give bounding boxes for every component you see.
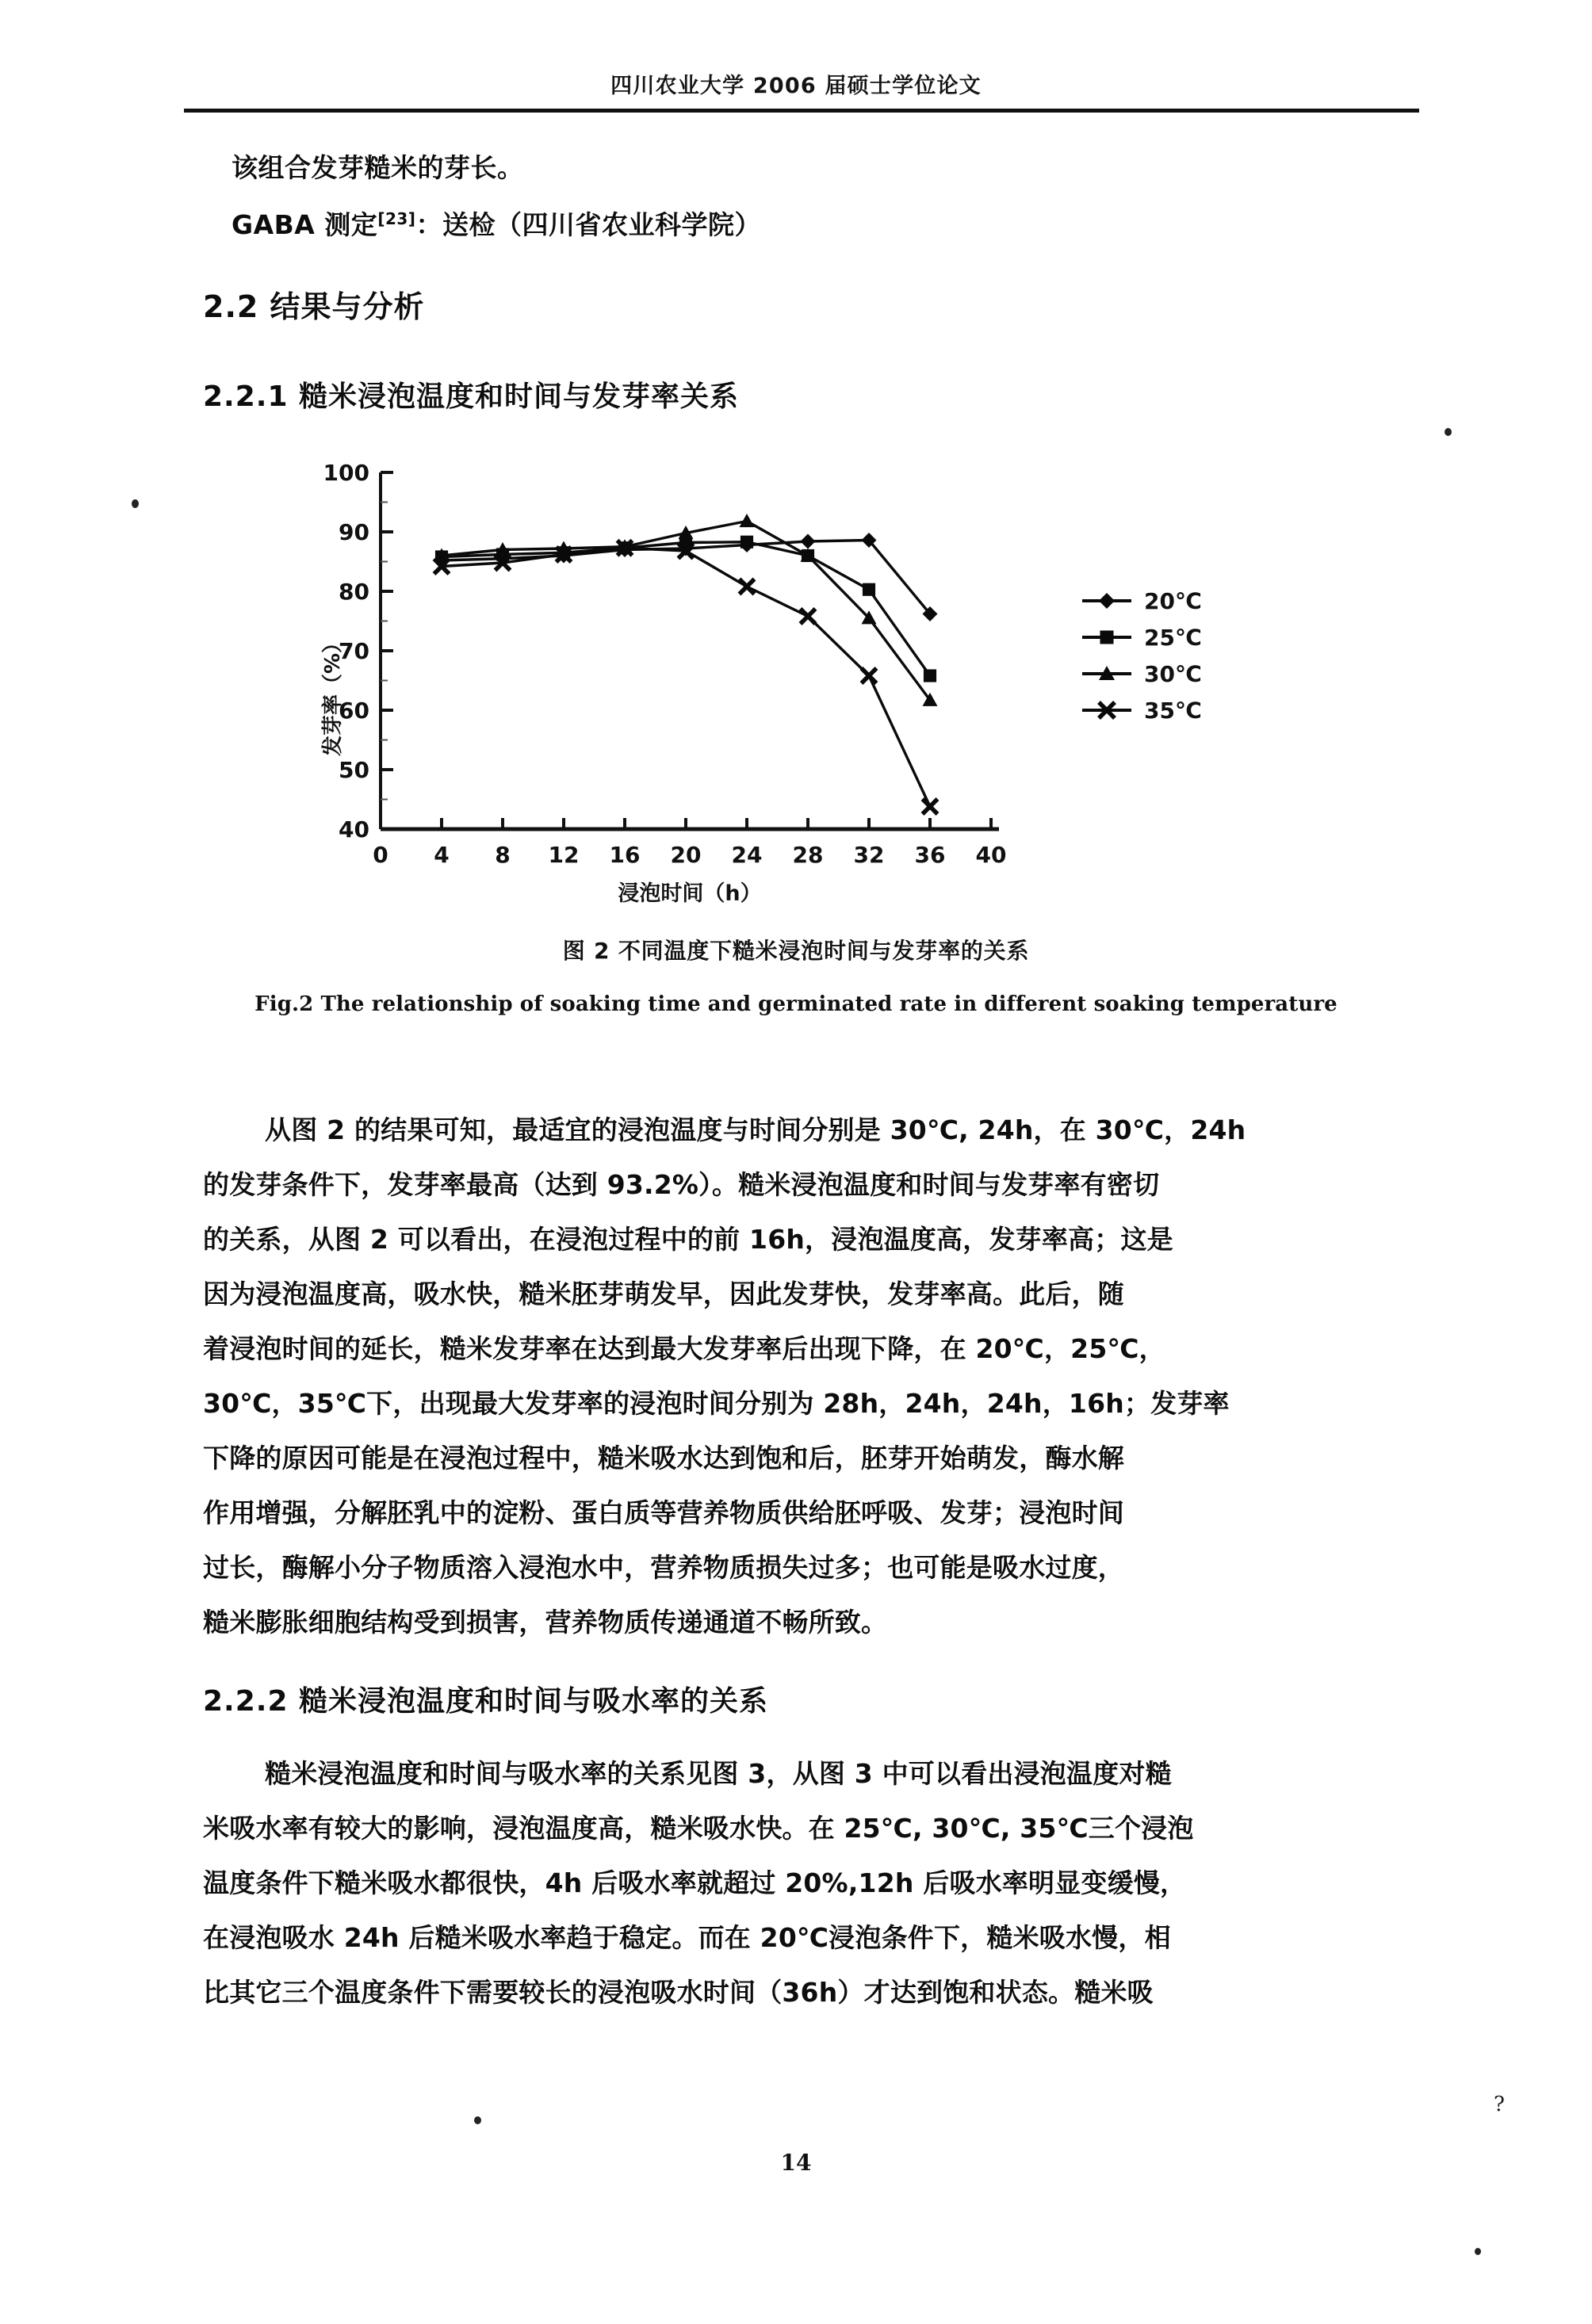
legend-label: 25℃ xyxy=(1144,625,1202,651)
body-paragraph-2-line: 糙米浸泡温度和时间与吸水率的关系见图 3，从图 3 中可以看出浸泡温度对糙 xyxy=(265,1758,1172,1789)
y-tick-label: 90 xyxy=(339,519,369,545)
y-tick-label: 100 xyxy=(323,460,369,486)
gaba-measurement-line xyxy=(232,204,761,242)
x-axis-tick-labels xyxy=(373,842,1006,868)
legend-item xyxy=(1082,588,1202,614)
body-paragraph-1-line: 因为浸泡温度高，吸水快，糙米胚芽萌发早，因此发芽快，发芽率高。此后，随 xyxy=(203,1279,1124,1309)
series-marker xyxy=(923,799,938,814)
running-header xyxy=(0,68,1592,99)
x-tick-label: 0 xyxy=(373,842,388,868)
scan-speck xyxy=(132,499,139,508)
body-paragraph-2-line: 比其它三个温度条件下需要较长的浸泡吸水时间（36h）才达到饱和状态。糙米吸 xyxy=(203,1977,1154,2008)
citation-marker: [23] xyxy=(377,209,416,228)
chart-legend xyxy=(1082,588,1202,724)
series-marker xyxy=(862,668,877,683)
x-tick-label: 8 xyxy=(495,842,511,868)
x-tick-label: 36 xyxy=(914,842,946,868)
y-tick-label: 50 xyxy=(339,757,369,783)
body-paragraph-1-line: 着浸泡时间的延长，糙米发芽率在达到最大发芽率后出现下降，在 20℃，25℃， xyxy=(203,1333,1165,1364)
body-paragraph-1-line: 作用增强，分解胚乳中的淀粉、蛋白质等营养物质供给胚呼吸、发芽；浸泡时间 xyxy=(203,1497,1124,1528)
page-number: 14 xyxy=(780,2150,812,2176)
figure-caption-english: Fig.2 The relationship of soaking time and germinated rate in different soaking temperature xyxy=(254,992,1338,1016)
scan-speck xyxy=(1445,428,1452,436)
series-marker xyxy=(924,669,936,682)
section-heading-2-2-1: 2.2.1 糙米浸泡温度和时间与发芽率关系 xyxy=(203,380,740,413)
body-paragraph-1-line: 的发芽条件下，发芽率最高（达到 93.2%）。糙米浸泡温度和时间与发芽率有密切 xyxy=(203,1169,1160,1200)
legend-item xyxy=(1082,698,1202,724)
figure-2-chart xyxy=(301,457,1427,906)
germination-rate-line-chart xyxy=(301,457,1427,906)
y-tick-label: 40 xyxy=(339,816,369,843)
body-paragraph-1-line: 30℃，35℃下，出现最大发芽率的浸泡时间分别为 28h，24h，24h，16h；发芽率 xyxy=(203,1388,1230,1419)
y-axis-ticks xyxy=(381,472,393,829)
legend-marker xyxy=(1100,631,1114,644)
x-tick-label: 24 xyxy=(731,842,763,868)
gaba-label: GABA 测定 xyxy=(232,209,378,240)
scan-speck xyxy=(1475,2248,1481,2255)
body-paragraph-1-line: 从图 2 的结果可知，最适宜的浸泡温度与时间分别是 30℃, 24h，在 30℃，24h xyxy=(265,1114,1246,1145)
body-paragraph-1-line: 下降的原因可能是在浸泡过程中，糙米吸水达到饱和后，胚芽开始萌发，酶水解 xyxy=(203,1443,1124,1474)
header-title: 四川农业大学 2006 届硕士学位论文 xyxy=(610,74,982,98)
legend-item xyxy=(1082,661,1202,687)
series-marker xyxy=(801,609,816,624)
body-paragraph-1-line: 过长，酶解小分子物质溶入浸泡水中，营养物质损失过多；也可能是吸水过度， xyxy=(203,1552,1124,1583)
paragraph-line-intro: 该组合发芽糙米的芽长。 xyxy=(232,152,524,183)
y-axis-title: 发芽率（%） xyxy=(321,632,345,757)
scan-speck xyxy=(474,2116,481,2124)
series-marker xyxy=(863,583,875,596)
figure-caption-chinese: 图 2 不同温度下糙米浸泡时间与发芽率的关系 xyxy=(562,938,1030,964)
legend-marker xyxy=(1099,593,1115,609)
series-marker xyxy=(740,514,755,527)
gaba-detail: ：送检（四川省农业科学院） xyxy=(415,209,761,240)
x-tick-label: 16 xyxy=(609,842,641,868)
y-tick-label: 70 xyxy=(339,638,369,664)
section-heading-2-2-2: 2.2.2 糙米浸泡温度和时间与吸水率的关系 xyxy=(203,1685,769,1718)
series-marker xyxy=(801,534,816,549)
y-tick-label: 60 xyxy=(339,698,369,724)
y-tick-label: 80 xyxy=(339,579,369,605)
scan-artifact-glyph: ? xyxy=(1494,2093,1505,2116)
x-tick-label: 20 xyxy=(670,842,702,868)
series-line xyxy=(442,548,930,806)
x-axis-title: 浸泡时间（h） xyxy=(618,881,762,906)
body-paragraph-2-line: 在浸泡吸水 24h 后糙米吸水率趋于稳定。而在 20℃浸泡条件下，糙米吸水慢，相 xyxy=(203,1922,1171,1953)
legend-item xyxy=(1082,625,1202,651)
series-marker xyxy=(740,579,755,594)
chart-series xyxy=(434,541,938,814)
body-paragraph-1-line: 糙米膨胀细胞结构受到损害，营养物质传递通道不畅所致。 xyxy=(203,1607,888,1638)
body-paragraph-2-line: 米吸水率有较大的影响，浸泡温度高，糙米吸水快。在 25℃, 30℃, 35℃三个浸泡 xyxy=(203,1813,1194,1844)
legend-label: 35℃ xyxy=(1144,698,1202,724)
body-paragraph-1-line: 的关系，从图 2 可以看出，在浸泡过程中的前 16h，浸泡温度高，发芽率高；这是 xyxy=(203,1224,1173,1255)
x-tick-label: 4 xyxy=(434,842,450,868)
header-divider xyxy=(184,109,1419,113)
x-tick-label: 40 xyxy=(975,842,1007,868)
legend-label: 20℃ xyxy=(1144,588,1202,614)
series-marker xyxy=(741,536,753,549)
x-tick-label: 28 xyxy=(792,842,824,868)
x-tick-label: 12 xyxy=(548,842,580,868)
body-paragraph-2-line: 温度条件下糙米吸水都很快，4h 后吸水率就超过 20%,12h 后吸水率明显变缓慢， xyxy=(203,1867,1187,1898)
legend-label: 30℃ xyxy=(1144,661,1202,687)
chart-series-layer xyxy=(434,514,938,814)
section-heading-2-2: 2.2 结果与分析 xyxy=(203,289,425,324)
x-tick-label: 32 xyxy=(853,842,885,868)
